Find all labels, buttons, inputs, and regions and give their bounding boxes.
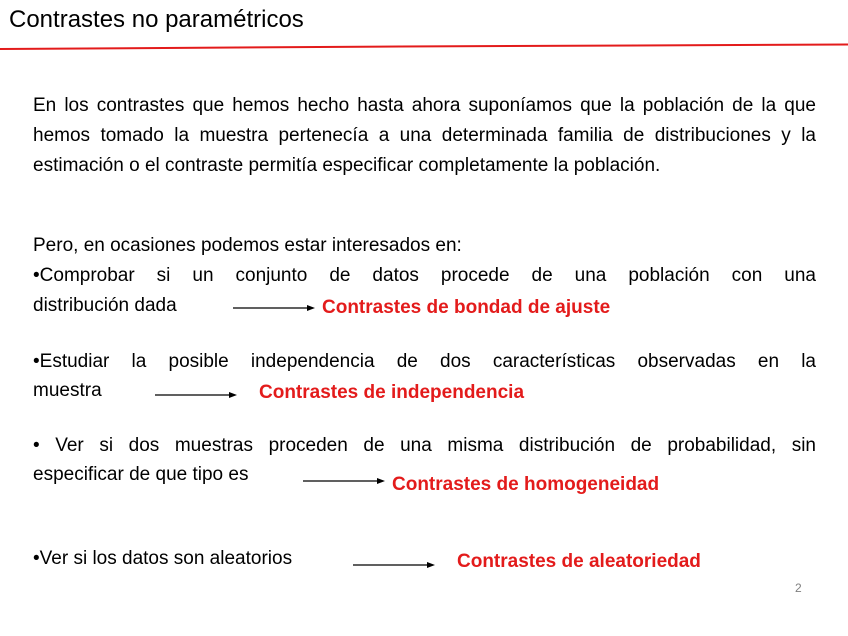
list-item-text-line2: muestra [33, 380, 102, 401]
result-label: Contrastes de aleatoriedad [457, 551, 701, 572]
title-underline [0, 0, 848, 60]
list-item-text-line1: •Estudiar la posible independencia de dos características observadas en la [33, 351, 816, 372]
arrow-right-icon [155, 390, 237, 400]
list-item-text-line1: •Comprobar si un conjunto de datos procede de una población con una [33, 265, 816, 286]
result-label: Contrastes de bondad de ajuste [322, 297, 611, 318]
result-label: Contrastes de homogeneidad [392, 474, 660, 495]
result-label: Contrastes de independencia [259, 382, 525, 403]
list-item-text-line1: • Ver si dos muestras proceden de una misma distribución de probabilidad, sin [33, 435, 816, 456]
list-item-text-line2: distribución dada [33, 295, 177, 316]
list-item-text-line1: •Ver si los datos son aleatorios [33, 548, 293, 569]
page-number: 2 [795, 581, 802, 595]
arrow-right-icon [233, 303, 315, 313]
list-item-text-line2: especificar de que tipo es [33, 464, 249, 485]
slide-title: Contrastes no paramétricos [9, 6, 304, 33]
arrow-right-icon [303, 476, 385, 486]
intro-paragraph: En los contrastes que hemos hecho hasta ahora suponíamos que la población de la que hemos tomado la muestra pertenecía a una determinada familia de distribuciones y la estimación o el contraste permitía especificar completamente la población. [33, 95, 816, 176]
arrow-right-icon [353, 560, 435, 570]
interest-intro: Pero, en ocasiones podemos estar interesados en: [33, 235, 462, 256]
